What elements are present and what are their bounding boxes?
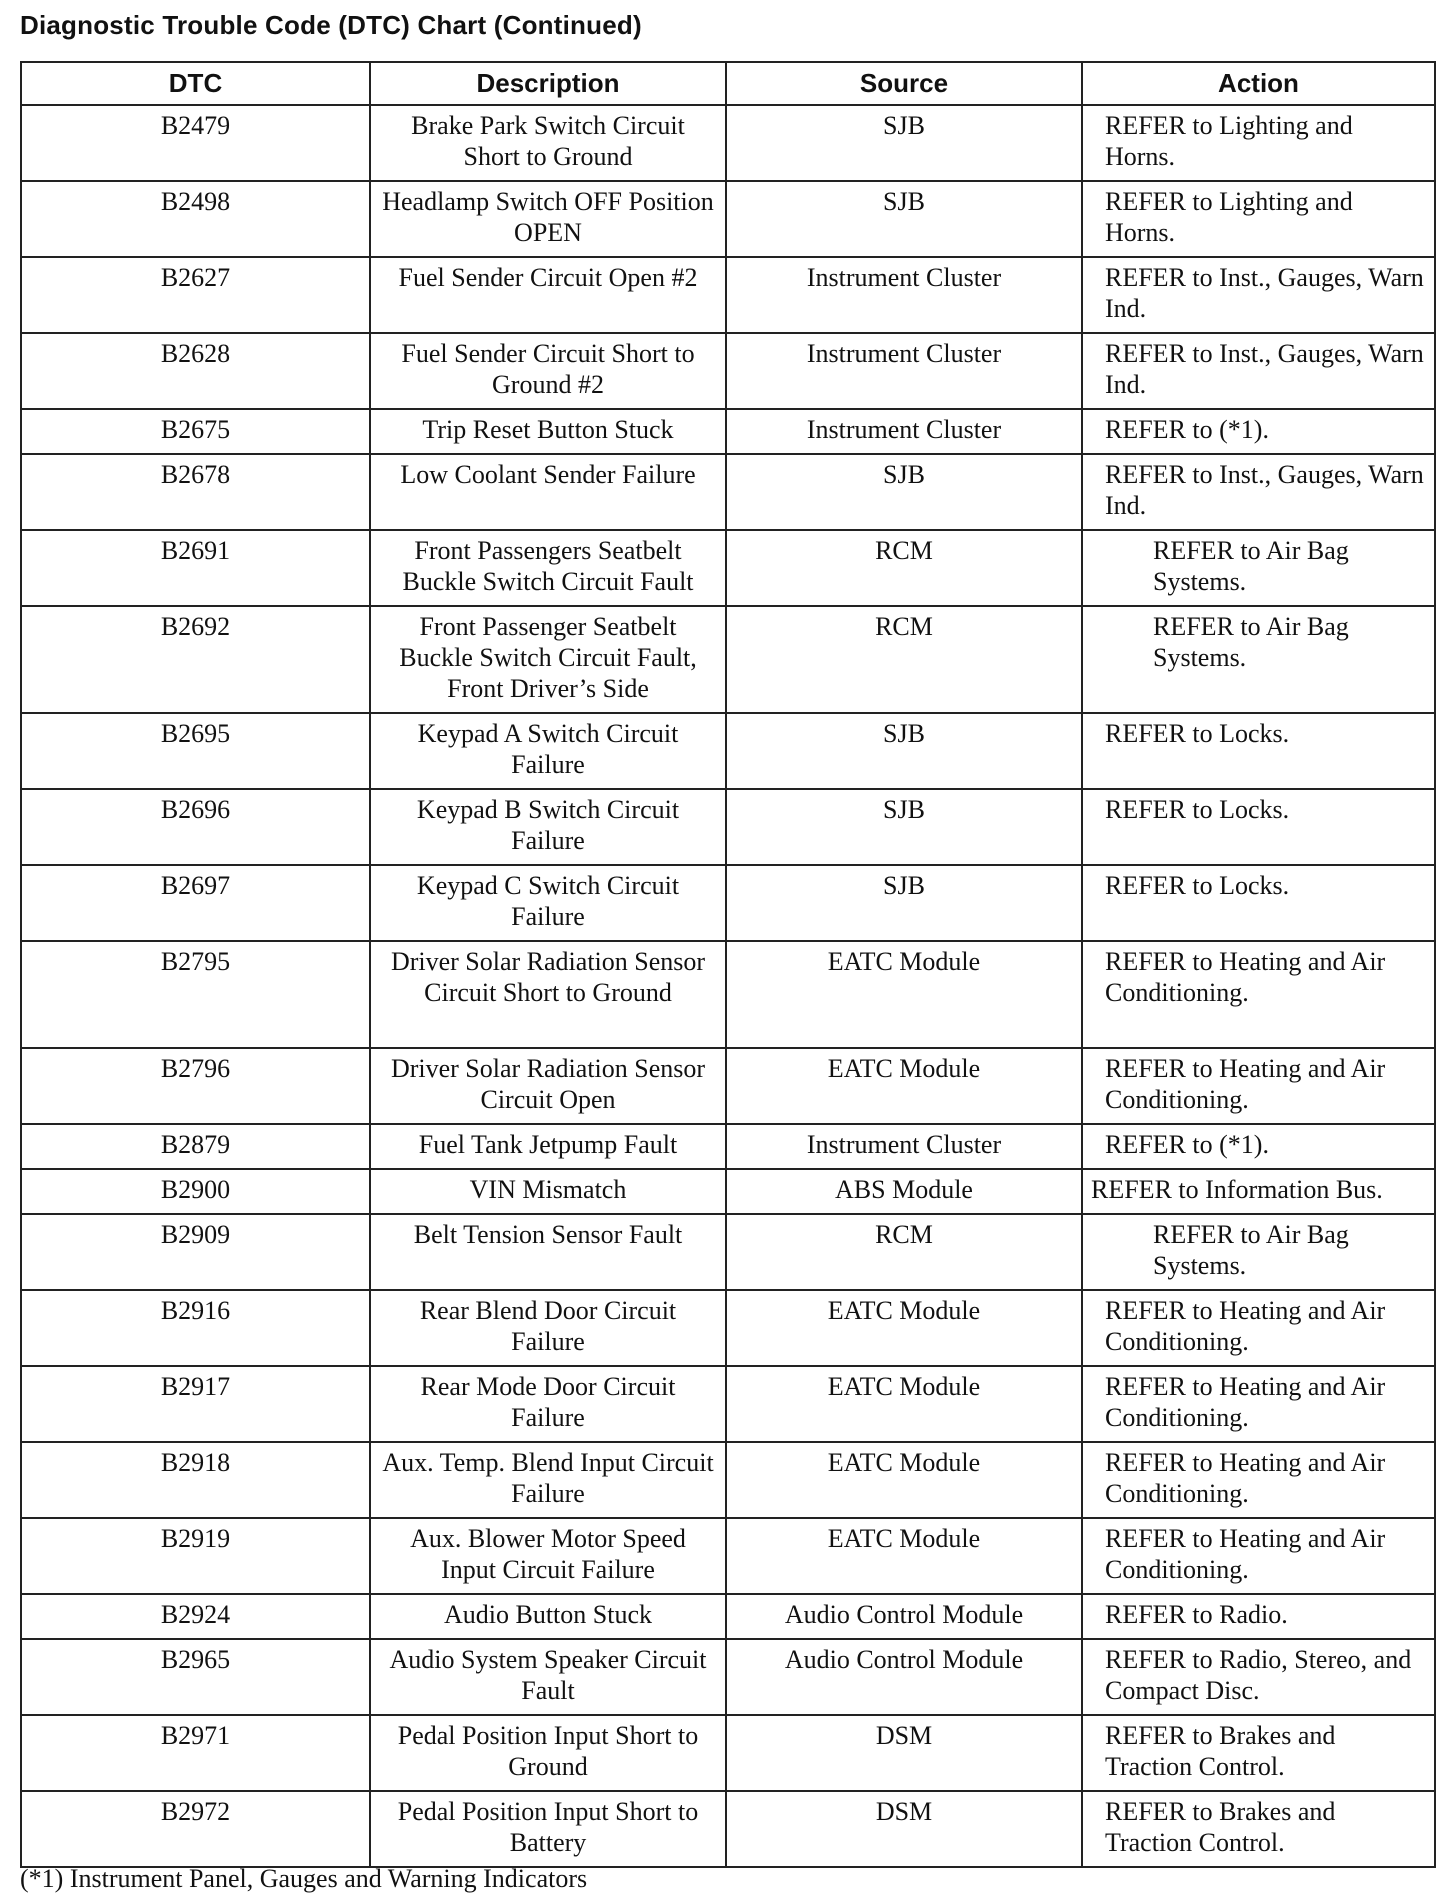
action-cell: REFER to Air Bag Systems. — [1082, 1214, 1435, 1290]
source-cell: Instrument Cluster — [726, 257, 1082, 333]
action-cell: REFER to Heating and Air Conditioning. — [1082, 1366, 1435, 1442]
source-cell: Instrument Cluster — [726, 1124, 1082, 1169]
dtc-code-cell: B2675 — [21, 409, 370, 454]
source-cell: SJB — [726, 454, 1082, 530]
action-cell: REFER to (*1). — [1082, 409, 1435, 454]
dtc-code-cell: B2971 — [21, 1715, 370, 1791]
source-cell: RCM — [726, 1214, 1082, 1290]
description-cell: Driver Solar Radiation Sensor Circuit Short to Ground — [370, 941, 726, 1048]
table-row — [21, 1366, 1435, 1442]
description-cell: VIN Mismatch — [370, 1169, 726, 1214]
action-cell: REFER to Air Bag Systems. — [1082, 530, 1435, 606]
action-cell: REFER to Radio. — [1082, 1594, 1435, 1639]
table-row — [21, 713, 1435, 789]
action-cell: REFER to Heating and Air Conditioning. — [1082, 1290, 1435, 1366]
table-row — [21, 530, 1435, 606]
table-row — [21, 1639, 1435, 1715]
action-cell: REFER to (*1). — [1082, 1124, 1435, 1169]
column-header-source: Source — [726, 62, 1082, 105]
source-cell: EATC Module — [726, 1442, 1082, 1518]
description-cell: Fuel Sender Circuit Open #2 — [370, 257, 726, 333]
source-cell: EATC Module — [726, 1290, 1082, 1366]
description-cell: Audio System Speaker Circuit Fault — [370, 1639, 726, 1715]
dtc-code-cell: B2924 — [21, 1594, 370, 1639]
action-cell: REFER to Lighting and Horns. — [1082, 105, 1435, 181]
action-cell: REFER to Inst., Gauges, Warn Ind. — [1082, 257, 1435, 333]
dtc-code-cell: B2498 — [21, 181, 370, 257]
page-title: Diagnostic Trouble Code (DTC) Chart (Continued) — [20, 10, 642, 40]
action-cell: REFER to Heating and Air Conditioning. — [1082, 1518, 1435, 1594]
source-cell: RCM — [726, 530, 1082, 606]
source-cell: SJB — [726, 105, 1082, 181]
source-cell: SJB — [726, 181, 1082, 257]
source-cell: EATC Module — [726, 941, 1082, 1048]
source-cell: SJB — [726, 713, 1082, 789]
description-cell: Pedal Position Input Short to Battery — [370, 1791, 726, 1867]
action-cell: REFER to Heating and Air Conditioning. — [1082, 941, 1435, 1048]
table-row — [21, 257, 1435, 333]
table-row — [21, 1594, 1435, 1639]
table-row — [21, 409, 1435, 454]
action-cell: REFER to Inst., Gauges, Warn Ind. — [1082, 333, 1435, 409]
action-cell: REFER to Brakes and Traction Control. — [1082, 1791, 1435, 1867]
footnote: (*1) Instrument Panel, Gauges and Warning Indicators — [20, 1864, 588, 1893]
table-row — [21, 1791, 1435, 1867]
dtc-code-cell: B2909 — [21, 1214, 370, 1290]
source-cell: Audio Control Module — [726, 1594, 1082, 1639]
description-cell: Aux. Temp. Blend Input Circuit Failure — [370, 1442, 726, 1518]
description-cell: Front Passengers Seatbelt Buckle Switch Circuit Fault — [370, 530, 726, 606]
table-row — [21, 789, 1435, 865]
dtc-code-cell: B2695 — [21, 713, 370, 789]
column-header-action: Action — [1082, 62, 1435, 105]
description-cell: Low Coolant Sender Failure — [370, 454, 726, 530]
description-cell: Headlamp Switch OFF Position OPEN — [370, 181, 726, 257]
dtc-code-cell: B2479 — [21, 105, 370, 181]
dtc-code-cell: B2628 — [21, 333, 370, 409]
table-row — [21, 1169, 1435, 1214]
dtc-table — [20, 61, 1436, 1868]
dtc-code-cell: B2692 — [21, 606, 370, 713]
action-cell: REFER to Locks. — [1082, 865, 1435, 941]
dtc-code-cell: B2900 — [21, 1169, 370, 1214]
table-row — [21, 1518, 1435, 1594]
action-cell: REFER to Brakes and Traction Control. — [1082, 1715, 1435, 1791]
description-cell: Audio Button Stuck — [370, 1594, 726, 1639]
column-header-dtc: DTC — [21, 62, 370, 105]
description-cell: Driver Solar Radiation Sensor Circuit Open — [370, 1048, 726, 1124]
table-row — [21, 865, 1435, 941]
action-cell: REFER to Heating and Air Conditioning. — [1082, 1442, 1435, 1518]
action-cell: REFER to Lighting and Horns. — [1082, 181, 1435, 257]
source-cell: EATC Module — [726, 1048, 1082, 1124]
source-cell: Instrument Cluster — [726, 333, 1082, 409]
table-row — [21, 1290, 1435, 1366]
description-cell: Keypad A Switch Circuit Failure — [370, 713, 726, 789]
description-cell: Fuel Tank Jetpump Fault — [370, 1124, 726, 1169]
table-row — [21, 1715, 1435, 1791]
dtc-code-cell: B2796 — [21, 1048, 370, 1124]
column-header-description: Description — [370, 62, 726, 105]
dtc-code-cell: B2678 — [21, 454, 370, 530]
description-cell: Pedal Position Input Short to Ground — [370, 1715, 726, 1791]
dtc-code-cell: B2916 — [21, 1290, 370, 1366]
dtc-code-cell: B2917 — [21, 1366, 370, 1442]
action-cell: REFER to Locks. — [1082, 789, 1435, 865]
description-cell: Rear Mode Door Circuit Failure — [370, 1366, 726, 1442]
source-cell: ABS Module — [726, 1169, 1082, 1214]
action-cell: REFER to Inst., Gauges, Warn Ind. — [1082, 454, 1435, 530]
source-cell: Audio Control Module — [726, 1639, 1082, 1715]
description-cell: Keypad C Switch Circuit Failure — [370, 865, 726, 941]
table-row — [21, 1124, 1435, 1169]
source-cell: EATC Module — [726, 1366, 1082, 1442]
description-cell: Front Passenger Seatbelt Buckle Switch Circuit Fault, Front Driver’s Side — [370, 606, 726, 713]
description-cell: Aux. Blower Motor Speed Input Circuit Failure — [370, 1518, 726, 1594]
action-cell: REFER to Information Bus. — [1082, 1169, 1435, 1214]
table-row — [21, 606, 1435, 713]
source-cell: EATC Module — [726, 1518, 1082, 1594]
dtc-code-cell: B2879 — [21, 1124, 370, 1169]
dtc-code-cell: B2919 — [21, 1518, 370, 1594]
dtc-code-cell: B2691 — [21, 530, 370, 606]
description-cell: Trip Reset Button Stuck — [370, 409, 726, 454]
table-row — [21, 333, 1435, 409]
action-cell: REFER to Locks. — [1082, 713, 1435, 789]
dtc-code-cell: B2795 — [21, 941, 370, 1048]
source-cell: SJB — [726, 789, 1082, 865]
dtc-code-cell: B2697 — [21, 865, 370, 941]
action-cell: REFER to Radio, Stereo, and Compact Disc. — [1082, 1639, 1435, 1715]
table-row — [21, 181, 1435, 257]
dtc-code-cell: B2918 — [21, 1442, 370, 1518]
dtc-code-cell: B2972 — [21, 1791, 370, 1867]
source-cell: Instrument Cluster — [726, 409, 1082, 454]
source-cell: DSM — [726, 1715, 1082, 1791]
dtc-code-cell: B2965 — [21, 1639, 370, 1715]
table-row — [21, 1048, 1435, 1124]
description-cell: Belt Tension Sensor Fault — [370, 1214, 726, 1290]
action-cell: REFER to Heating and Air Conditioning. — [1082, 1048, 1435, 1124]
description-cell: Fuel Sender Circuit Short to Ground #2 — [370, 333, 726, 409]
table-row — [21, 1442, 1435, 1518]
table-row — [21, 1214, 1435, 1290]
source-cell: SJB — [726, 865, 1082, 941]
table-row — [21, 105, 1435, 181]
table-row — [21, 941, 1435, 1048]
action-cell: REFER to Air Bag Systems. — [1082, 606, 1435, 713]
source-cell: DSM — [726, 1791, 1082, 1867]
table-header-row — [21, 62, 1435, 105]
dtc-code-cell: B2627 — [21, 257, 370, 333]
dtc-code-cell: B2696 — [21, 789, 370, 865]
table-row — [21, 454, 1435, 530]
description-cell: Rear Blend Door Circuit Failure — [370, 1290, 726, 1366]
source-cell: RCM — [726, 606, 1082, 713]
description-cell: Brake Park Switch Circuit Short to Ground — [370, 105, 726, 181]
description-cell: Keypad B Switch Circuit Failure — [370, 789, 726, 865]
